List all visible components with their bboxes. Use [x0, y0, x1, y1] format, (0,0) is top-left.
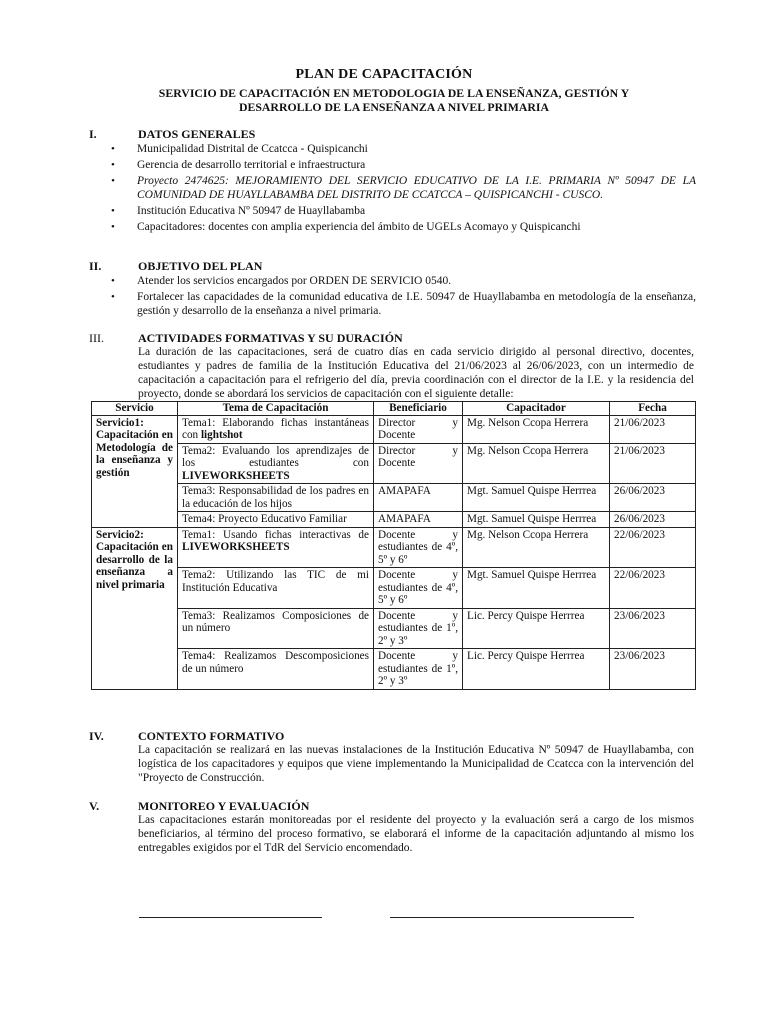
section-1-number: I. — [89, 127, 97, 141]
header-capacitador: Capacitador — [463, 402, 610, 416]
list-item: • Capacitadores: docentes con amplia experiencia del ámbito de UGELs Acomayo y Quispicanchi — [111, 220, 696, 234]
tema-cell: Tema4: Realizamos Descomposiciones de un número — [178, 649, 374, 690]
tema-cell: Tema3: Realizamos Composiciones de un número — [178, 608, 374, 649]
table-row — [92, 649, 696, 690]
header-beneficiario: Beneficiario — [374, 402, 463, 416]
fecha-cell: 26/06/2023 — [610, 484, 696, 512]
section-2-heading — [89, 259, 262, 273]
tema-cell: Tema2: Utilizando las TIC de mi Institución Educativa — [178, 568, 374, 609]
list-item: • Proyecto 2474625: MEJORAMIENTO DEL SERVICIO EDUCATIVO DE LA I.E. PRIMARIA Nº 50947 DE LA COMUNIDAD DE HUAYLLABAMBA DEL DISTRITO DE CCATCCA – QUISPICANCHI - CUSCO. — [111, 174, 696, 202]
list-item: • Gerencia de desarrollo territorial e infraestructura — [111, 158, 696, 172]
capacitador-cell: Lic. Percy Quispe Herrrea — [463, 608, 610, 649]
tema-cell: Tema1: Elaborando fichas instantáneas con lightshot — [178, 415, 374, 443]
section-1-title: DATOS GENERALES — [138, 127, 256, 141]
tema-cell: Tema3: Responsabilidad de los padres en la educación de los hijos — [178, 484, 374, 512]
header-servicio: Servicio — [92, 402, 178, 416]
table-row — [92, 527, 696, 568]
list-item: • Fortalecer las capacidades de la comunidad educativa de I.E. 50947 de Huayllabamba en metodología de la enseñanza, gestión y desarrollo de la enseñanza a nivel primaria. — [111, 290, 696, 318]
capacitador-cell: Mg. Nelson Ccopa Herrera — [463, 443, 610, 484]
capacitador-cell: Lic. Percy Quispe Herrrea — [463, 649, 610, 690]
section-5-paragraph: Las capacitaciones estarán monitoreadas por el residente del proyecto y la evaluación será a cargo de los mismos beneficiarios, al término del proceso formativo, se elaborará el informe de la capacitación adjuntando al mismo los entregables exigidos por el TdR del Servicio encomendado. — [138, 814, 694, 854]
section-2-title: OBJETIVO DEL PLAN — [138, 259, 263, 273]
subtitle-line-2: DESARROLLO DE LA ENSEÑANZA A NIVEL PRIMARIA — [238, 100, 550, 114]
section-1-heading — [89, 127, 255, 141]
table-row — [92, 443, 696, 484]
table-header-row — [92, 402, 696, 416]
section-4-number: IV. — [89, 729, 104, 743]
section-3-number: III. — [89, 331, 104, 345]
section-3-heading — [89, 331, 403, 345]
section-3-paragraph: La duración de las capacitaciones, será de cuatro días en cada servicio dirigido al personal directivo, docentes, estudiantes y padres de familia de la Institución Educativa del 21/06/2023 al 26/06/2023, con un intermedio de capacitación a capacitación para el refrigerio del día, previa coordinación con el director de la I.E. y la residencia del proyecto, donde se abordará los servicios de capacitación con el siguiente detalle: — [138, 346, 694, 400]
beneficiario-cell: Docente y estudiantes de 4º, 5º y 6º — [374, 568, 463, 609]
signature-line-left — [139, 917, 322, 918]
fecha-cell: 21/06/2023 — [610, 415, 696, 443]
header-tema: Tema de Capacitación — [178, 402, 374, 416]
tema-cell: Tema2: Evaluando los aprendizajes de los estudiantes con LIVEWORKSHEETS — [178, 443, 374, 484]
service-cell: Servicio2: Capacitación en desarrollo de la enseñanza a nivel primaria — [92, 527, 178, 689]
beneficiario-cell: Docente y estudiantes de 1º, 2º y 3º — [374, 649, 463, 690]
section-1-list — [111, 142, 696, 236]
training-schedule-table — [91, 401, 696, 690]
section-4-paragraph: La capacitación se realizará en las nuevas instalaciones de la Institución Educativa Nº 50947 de Huayllabamba, con logística de los capacitadores y equipos que viene implementando la Municipalidad de Ccatcca con la intervención del "Proyecto de Construcción. — [138, 744, 694, 784]
subtitle-line-1: SERVICIO DE CAPACITACIÓN EN METODOLOGIA DE LA ENSEÑANZA, GESTIÓN Y — [158, 86, 630, 100]
section-5-number: V. — [89, 799, 100, 813]
tema-cell: Tema1: Usando fichas interactivas de LIVEWORKSHEETS — [178, 527, 374, 568]
section-2-list — [111, 274, 696, 320]
fecha-cell: 22/06/2023 — [610, 568, 696, 609]
tema-cell: Tema4: Proyecto Educativo Familiar — [178, 512, 374, 528]
table-row — [92, 608, 696, 649]
page-title: PLAN DE CAPACITACIÓN — [295, 67, 473, 82]
page-subtitle — [100, 86, 688, 114]
fecha-cell: 23/06/2023 — [610, 608, 696, 649]
fecha-cell: 23/06/2023 — [610, 649, 696, 690]
table-row — [92, 415, 696, 443]
table-row — [92, 568, 696, 609]
table-row — [92, 512, 696, 528]
capacitador-cell: Mgt. Samuel Quispe Herrrea — [463, 512, 610, 528]
header-fecha: Fecha — [610, 402, 696, 416]
list-item: • Institución Educativa Nº 50947 de Huayllabamba — [111, 204, 696, 218]
capacitador-cell: Mg. Nelson Ccopa Herrera — [463, 527, 610, 568]
fecha-cell: 22/06/2023 — [610, 527, 696, 568]
table-row — [92, 484, 696, 512]
beneficiario-cell: AMAPAFA — [374, 484, 463, 512]
service-cell: Servicio1: Capacitación en Metodología de la enseñanza y gestión — [92, 415, 178, 527]
section-5-title: MONITOREO Y EVALUACIÓN — [138, 799, 310, 813]
capacitador-cell: Mg. Nelson Ccopa Herrera — [463, 415, 610, 443]
section-3-title: ACTIVIDADES FORMATIVAS Y SU DURACIÓN — [138, 331, 403, 345]
beneficiario-cell: AMAPAFA — [374, 512, 463, 528]
fecha-cell: 26/06/2023 — [610, 512, 696, 528]
capacitador-cell: Mgt. Samuel Quispe Herrrea — [463, 568, 610, 609]
beneficiario-cell: Director y Docente — [374, 415, 463, 443]
list-item: • Atender los servicios encargados por ORDEN DE SERVICIO 0540. — [111, 274, 696, 288]
fecha-cell: 21/06/2023 — [610, 443, 696, 484]
beneficiario-cell: Docente y estudiantes de 1º, 2º y 3º — [374, 608, 463, 649]
section-4-title: CONTEXTO FORMATIVO — [138, 729, 285, 743]
beneficiario-cell: Docente y estudiantes de 4º, 5º y 6º — [374, 527, 463, 568]
capacitador-cell: Mgt. Samuel Quispe Herrrea — [463, 484, 610, 512]
section-4-heading — [89, 729, 284, 743]
section-2-number: II. — [89, 259, 102, 273]
list-item: • Municipalidad Distrital de Ccatcca - Quispicanchi — [111, 142, 696, 156]
section-5-heading — [89, 799, 309, 813]
signature-line-right — [390, 917, 634, 918]
beneficiario-cell: Director y Docente — [374, 443, 463, 484]
